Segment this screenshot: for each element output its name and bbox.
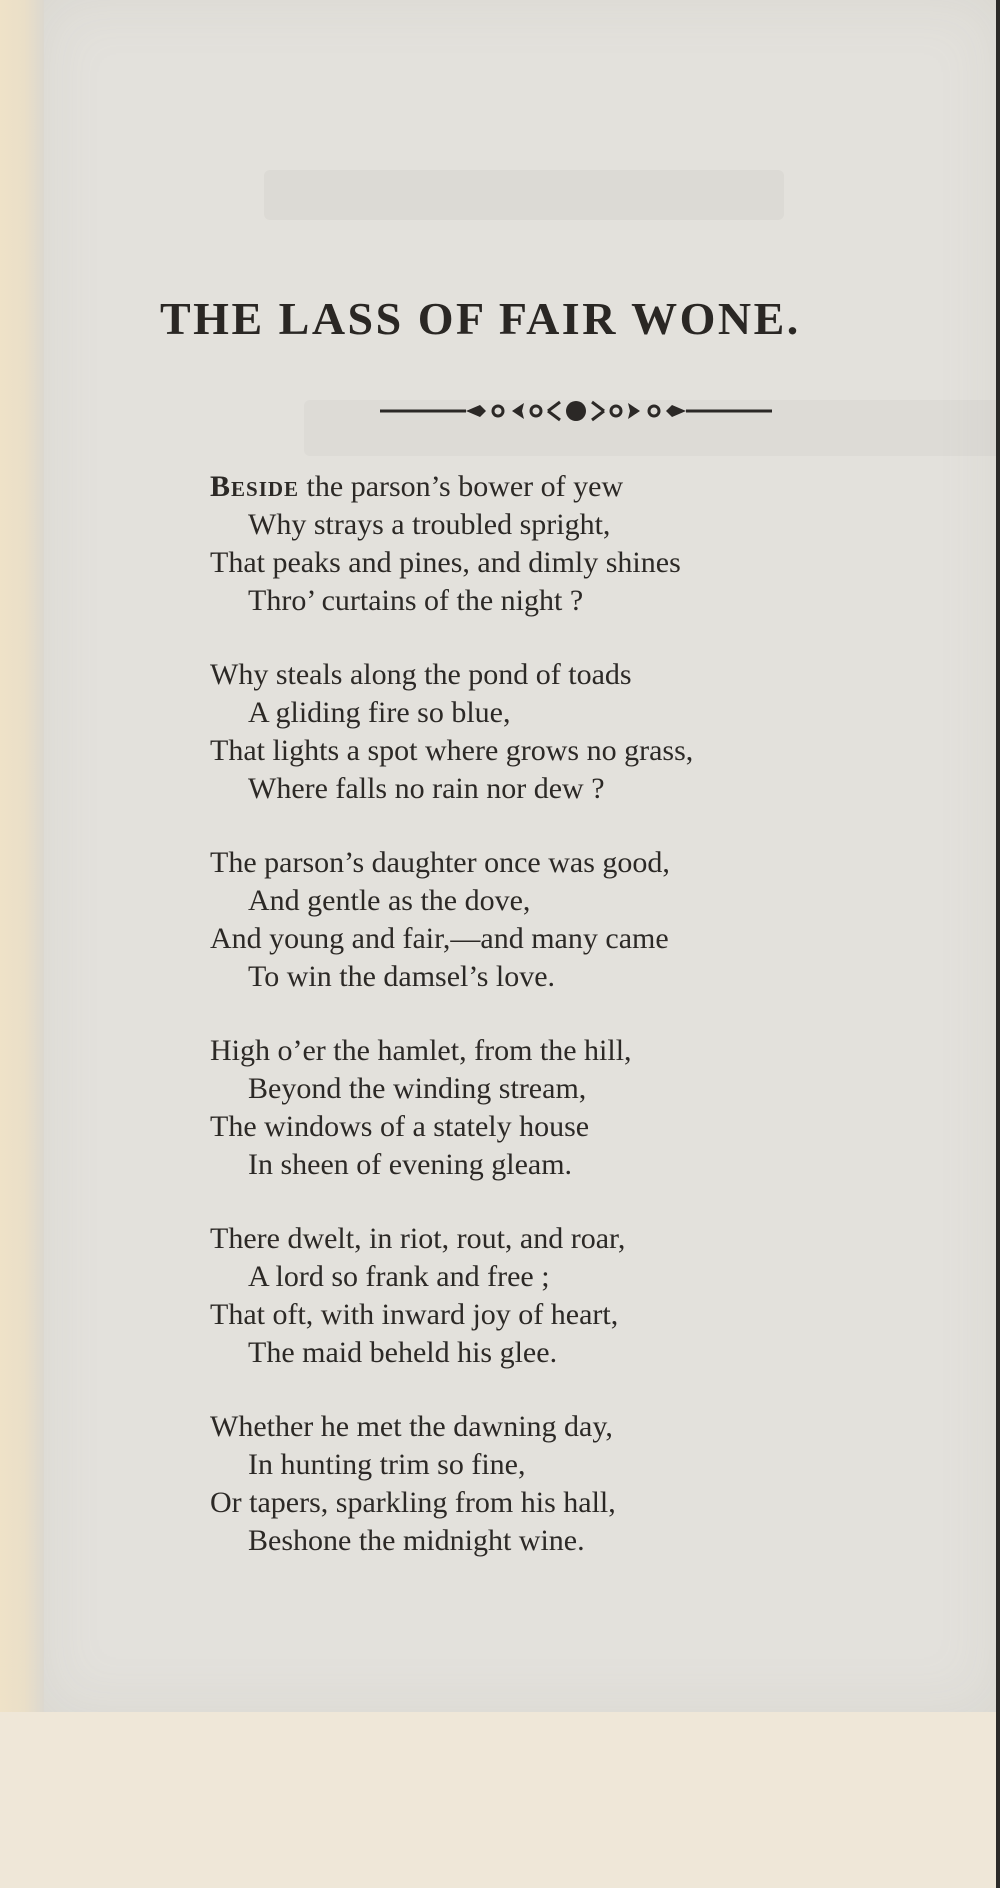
stanza [210,1220,910,1372]
poem-line: A lord so frank and free ; [248,1260,550,1293]
poem-line: The maid beheld his glee. [248,1336,558,1369]
stanza [210,844,910,996]
drop-word: Beside [210,470,300,503]
poem-body [210,468,910,1596]
poem-line: There dwelt, in riot, rout, and roar, [210,1222,626,1255]
stanza [210,1408,910,1560]
poem-line: In hunting trim so fine, [248,1448,526,1481]
decorative-rule-ornament-icon [376,396,776,426]
stanza [210,1032,910,1184]
poem-line: Why strays a troubled spright, [248,508,611,541]
poem-line: Why steals along the pond of toads [210,658,632,691]
poem-line-text: the parson’s bower of yew [299,470,624,503]
stanza [210,468,910,620]
poem-line: A gliding fire so blue, [248,696,511,729]
poem-line: Where falls no rain nor dew ? [248,772,605,805]
poem-line: Whether he met the dawning day, [210,1410,613,1443]
poem-line: That peaks and pines, and dimly shines [210,546,681,579]
poem-line: Thro’ curtains of the night ? [248,584,584,617]
poem-line: High o’er the hamlet, from the hill, [210,1034,632,1067]
poem-line: And gentle as the dove, [248,884,531,917]
poem-line [210,468,910,506]
poem-line: That lights a spot where grows no grass, [210,734,694,767]
poem-line: Or tapers, sparkling from his hall, [210,1486,616,1519]
poem-line: Beshone the midnight wine. [248,1524,585,1557]
poem-line: Beyond the winding stream, [248,1072,587,1105]
bleed-through-shadow [264,170,784,220]
poem-line: To win the damsel’s love. [248,960,556,993]
poem-line: The windows of a stately house [210,1110,590,1143]
page-gutter [0,0,45,1888]
page-bottom-margin [0,1712,1000,1888]
poem-line: That oft, with inward joy of heart, [210,1298,619,1331]
page-title: THE LASS OF FAIR WONE. [160,293,801,344]
scan-edge [996,0,1000,1888]
stanza [210,656,910,808]
poem-line: In sheen of evening gleam. [248,1148,573,1181]
poem-line: And young and fair,—and many came [210,922,669,955]
poem-line: The parson’s daughter once was good, [210,846,670,879]
